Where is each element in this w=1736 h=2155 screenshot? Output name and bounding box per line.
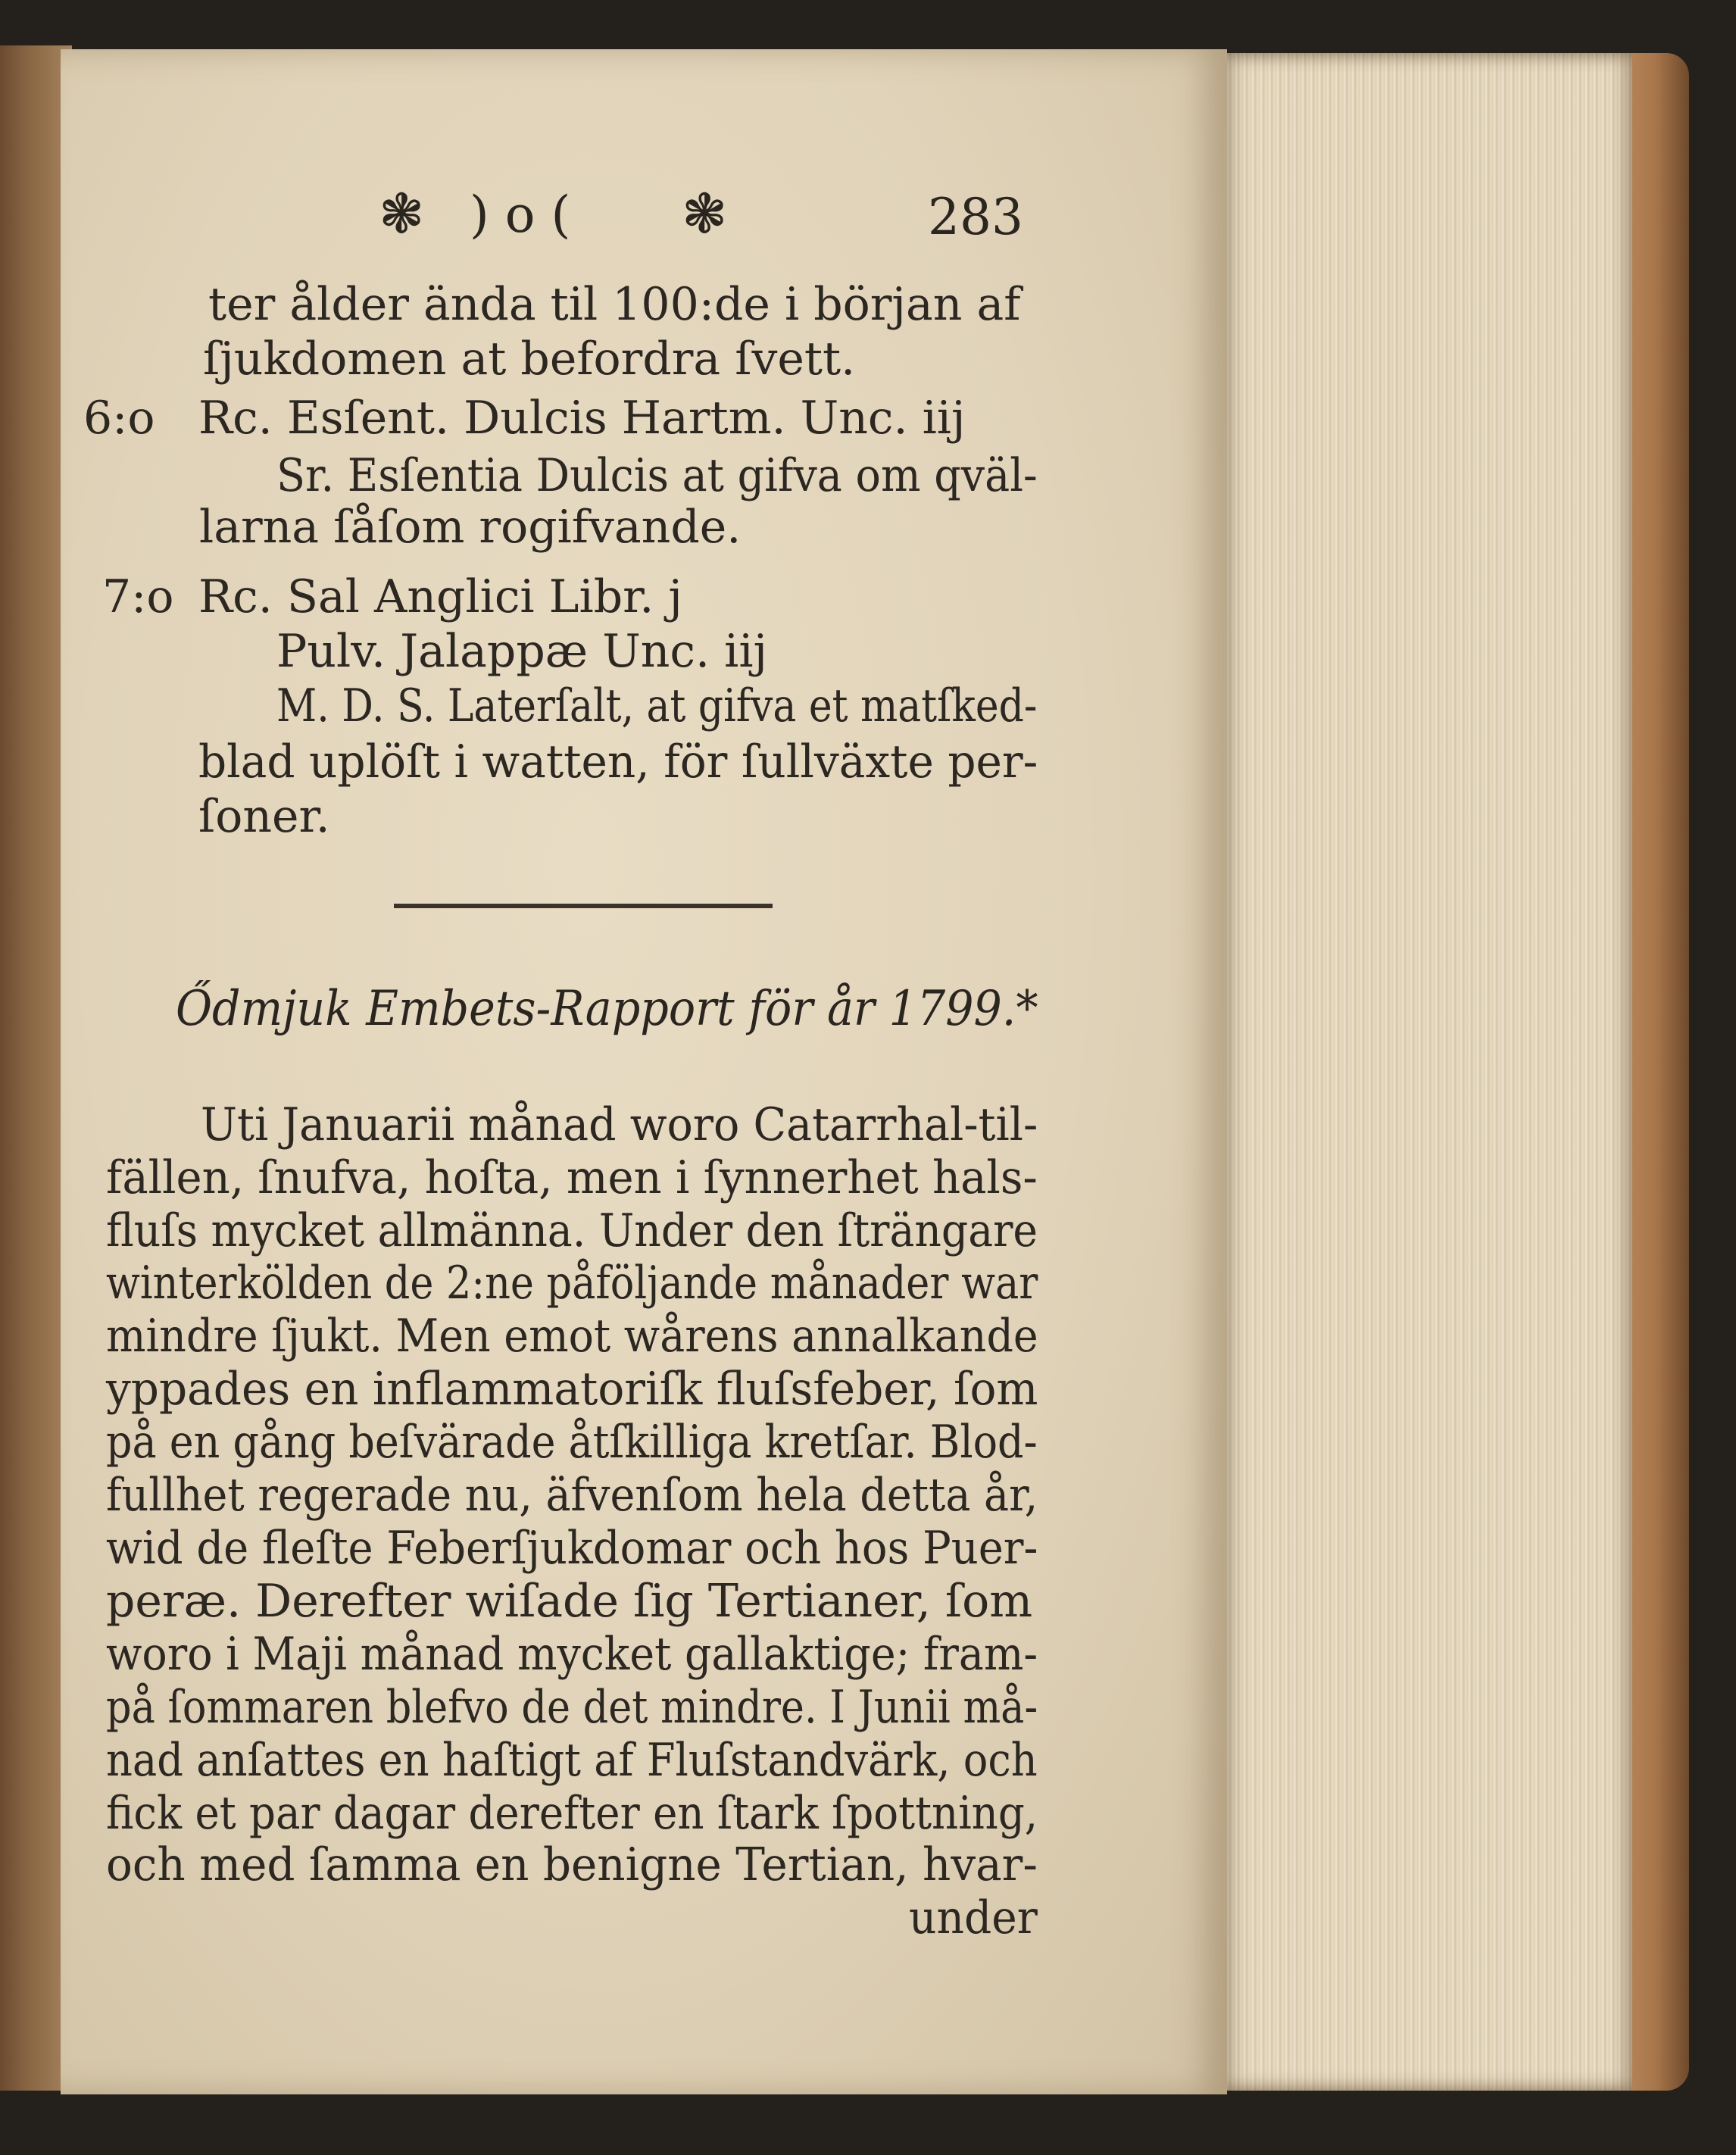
recipe-line: M. D. S. Laterſalt, at gifva et matſked- [276,679,1038,732]
recipe-line: Pulv. Jalappæ Unc. iij [276,625,768,678]
text-line: ſjukdomen at befordra ſvett. [203,333,856,386]
body-line: fällen, ſnufva, hoſta, men i ſynnerhet hals- [106,1151,1038,1204]
page-number: 283 [928,188,1023,246]
ornament-left-icon: ❃ [379,182,425,245]
body-line: winterkölden de 2:ne påföljande månader war [106,1257,1038,1310]
recipe-line: Sr. Esſentia Dulcis at gifva om qväl- [276,449,1038,502]
body-line: fluſs mycket allmänna. Under den ſträngare [106,1204,1038,1257]
body-line: yppades en inflammatoriſk fluſsfeber, ſom [106,1363,1038,1416]
body-line: på en gång beſvärade åtſkilliga kretſar. Blod- [106,1416,1038,1469]
recipe-line: larna ſåſom rogifvande. [199,501,742,554]
body-line: Uti Januarii månad woro Catarrhal-til- [201,1098,1038,1151]
body-line: mindre ſjukt. Men emot wårens annalkande [106,1310,1038,1363]
ornament-right-icon: ❃ [682,182,728,245]
text-line: ter ålder ända til 100:de i början af [208,278,1021,331]
body-line: fick et par dagar derefter en ſtark ſpottning, [106,1787,1038,1840]
body-line: och med ſamma en benigne Tertian, hvar- [106,1838,1038,1891]
body-line: woro i Maji månad mycket gallaktige; fram- [106,1628,1038,1681]
body-line: på ſommaren blefvo de det mindre. I Junii må- [106,1681,1038,1734]
recipe-line: blad uplöſt i watten, för ſullväxte per- [198,736,1038,789]
recipe-number: 7:o [102,570,174,623]
recipe-number: 6:o [83,392,155,445]
page-edges [1216,53,1632,2091]
section-divider [394,904,773,908]
catchword: under [909,1891,1038,1944]
recipe-line: Rc. Esſent. Dulcis Hartm. Unc. iij [198,392,966,445]
body-line: nad anſattes en haſtigt af Fluſstandvärk, och [106,1734,1038,1787]
body-line: peræ. Derefter wiſade ſig Tertianer, ſom [106,1575,1033,1628]
section-title: Ődmjuk Embets-Rapport för år 1799.* [176,981,1038,1037]
header-center-mark: ) o ( [470,186,571,244]
body-line: wid de fleſte Feberſjukdomar och hos Puer- [106,1522,1038,1575]
recipe-line: ſoner. [198,790,330,843]
body-line: fullhet regerade nu, äfvenſom hela detta år, [106,1469,1038,1522]
recipe-line: Rc. Sal Anglici Libr. j [198,570,682,623]
